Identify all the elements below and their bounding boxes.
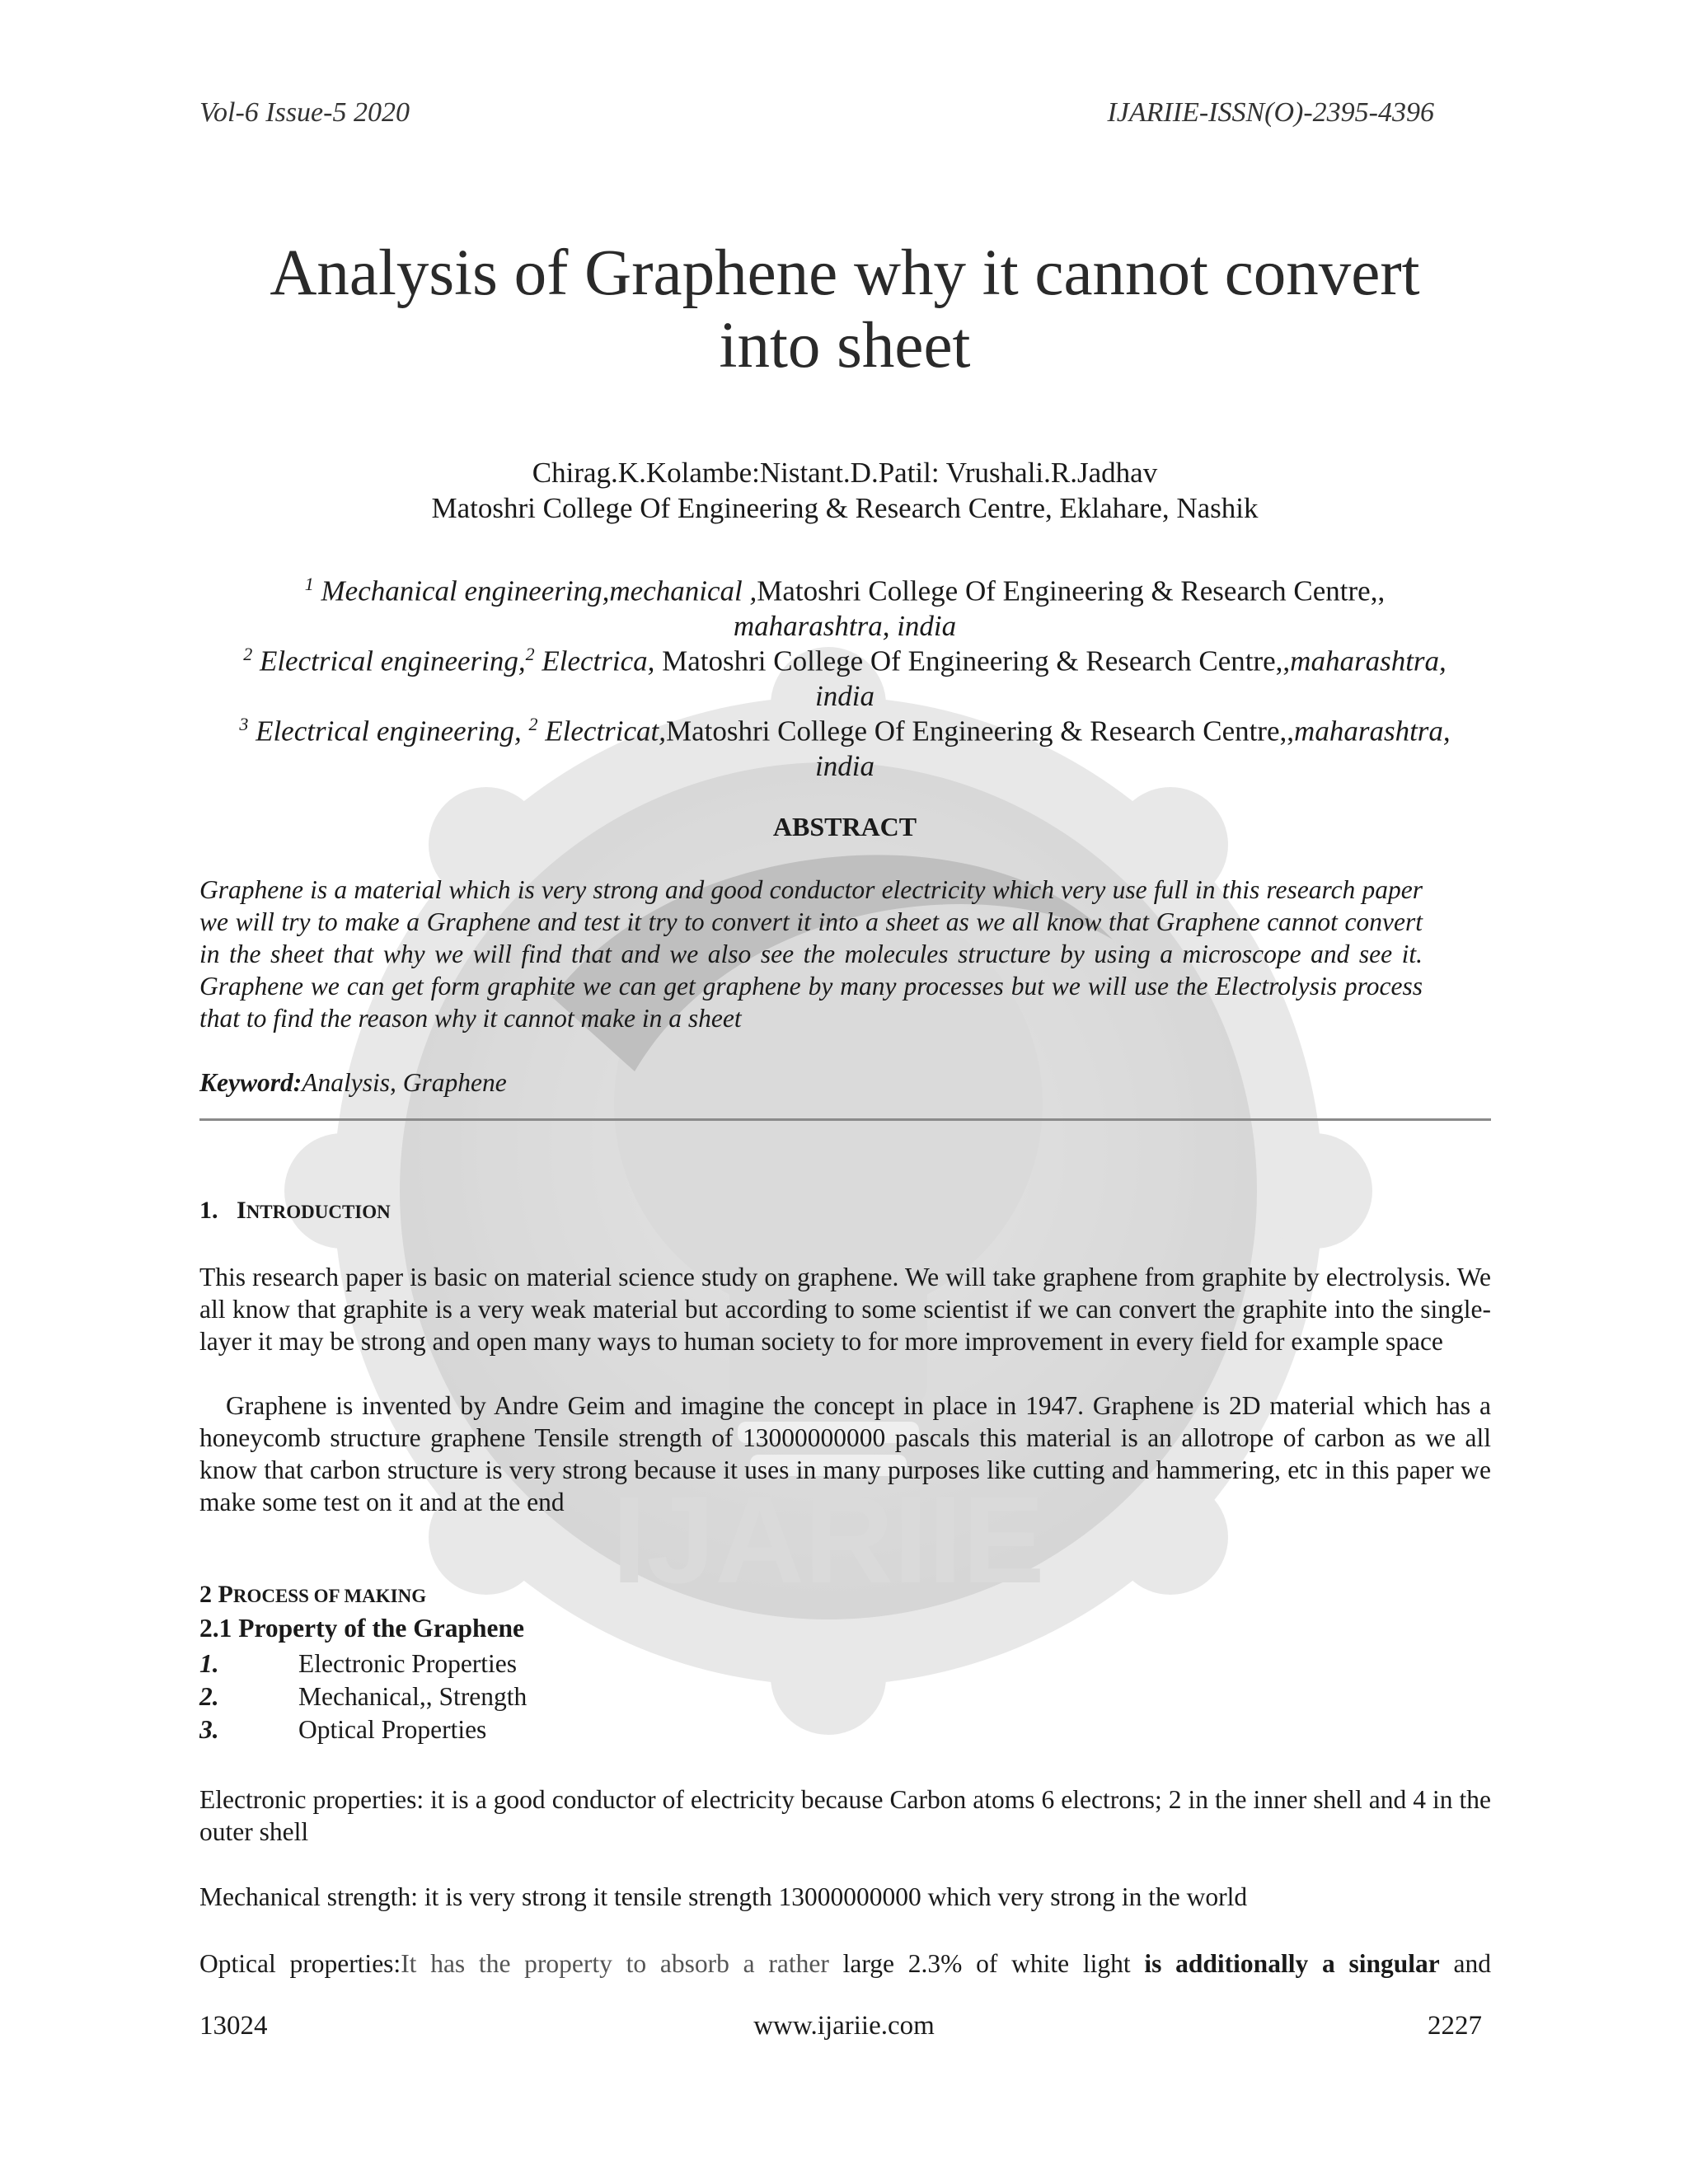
optical-text-a: It has the property to absorb a rather [401,1949,829,1978]
title-line-2: into sheet [719,310,971,382]
footer-paper-id: 13024 [199,2011,268,2041]
section-1-number: 1. [199,1197,218,1224]
section-divider [199,1118,1491,1121]
list-number-1: 1. [199,1649,219,1678]
optical-label: Optical properties: [199,1949,401,1978]
optical-properties-paragraph [199,1947,1491,1980]
abstract-heading: ABSTRACT [772,812,917,841]
affiliation-1 [198,567,1492,644]
affiliation-3-number: 3 [239,714,249,734]
section-1-heading [199,1197,391,1225]
ijariie-watermark-logo [280,643,1376,1739]
paper-title [198,237,1492,382]
keywords-label: Keyword: [199,1068,302,1097]
affiliation-3-location: india [815,749,874,782]
affiliation-2-dept-b: Electrica, [534,644,663,677]
intro-paragraph-1: This research paper is basic on material science study on graphene. We will take graphene from graphite by electrolysis. We all know that graphite is a very weak material but according to some scientist if we can convert the graphite into the single-layer it may be strong and open many ways to human society to for more improvement in every field for example space [199,1263,1491,1356]
keywords-text: Analysis, Graphene [302,1068,507,1097]
affiliation-2-location: india [815,679,874,712]
running-header-volume: Vol-6 Issue-5 2020 [199,97,410,128]
section-1-title: NTRODUCTION [246,1202,391,1222]
affiliation-1-dept: Mechanical engineering,mechanical , [313,574,757,607]
affiliation-1-location: maharashtra, india [733,609,957,642]
affiliation-3 [198,707,1492,784]
list-number-3: 3. [199,1715,219,1744]
list-item-2: Mechanical,, Strength [298,1682,528,1711]
affiliation-1-college: Matoshri College Of Engineering & Research Centre,, [757,574,1386,607]
title-line-1: Analysis of Graphene why it cannot convert [270,237,1420,309]
footer-page-number: 2227 [1428,2011,1482,2041]
abstract-text: Graphene is a material which is very strong and good conductor electricity which very use full in this research paper we will try to make a Graphene and test it try to convert it into a sheet as we all know that Graphene cannot convert in the sheet that why we will find that and we also see the molecules structure by using a microscope and see it. Graphene we can get form graphite we can get graphene by many processes but we will use the Electrolysis process that to find the reason why it cannot make in a sheet [199,875,1423,1033]
institution: Matoshri College Of Engineering & Research Centre, Eklahare, Nashik [431,492,1259,524]
footer-website: www.ijariie.com [753,2011,935,2041]
section-2-heading [199,1581,426,1609]
affiliation-2-college: Matoshri College Of Engineering & Research Centre,, [662,644,1291,677]
keywords [199,1068,507,1098]
affiliation-2-dept: Electrical engineering, [252,644,526,677]
section-1-initial: I [237,1197,246,1224]
affiliation-3-sup: 2 [528,714,538,734]
affiliation-1-number: 1 [304,574,314,594]
author-list: Chirag.K.Kolambe:Nistant.D.Patil: Vrushali.R.Jadhav [532,457,1158,489]
affiliation-3-state: maharashtra, [1294,715,1451,748]
running-header-issn: IJARIIE-ISSN(O)-2395-4396 [1107,97,1434,128]
optical-text-b: large 2.3% of white light [828,1949,1145,1978]
section-2-title: ROCESS OF MAKING [232,1586,427,1606]
watermark-lettering: IJARIIE [612,1470,1045,1609]
electronic-properties-paragraph: Electronic properties: it is a good conductor of electricity because Carbon atoms 6 electrons; 2 in the inner shell and 4 in the outer shell [199,1785,1491,1846]
subsection-2-1-heading: 2.1 Property of the Graphene [199,1614,524,1643]
section-2-initial: P [218,1581,233,1608]
list-item-1: Electronic Properties [298,1649,518,1678]
affiliation-3-dept-b: Electricat, [537,715,667,748]
mechanical-strength-paragraph: Mechanical strength: it is very strong it tensile strength 13000000000 which very strong in the world [199,1882,1248,1911]
affiliation-2 [198,637,1492,714]
affiliation-2-sup: 2 [525,644,535,664]
affiliation-2-state: maharashtra, [1290,644,1447,677]
affiliation-3-dept: Electrical engineering, [248,715,529,748]
optical-text-bold: is additionally a singular [1144,1949,1440,1978]
optical-text-end: and [1439,1949,1491,1978]
list-number-2: 2. [199,1682,219,1711]
list-item-3: Optical Properties [298,1715,487,1744]
intro-paragraph-2: Graphene is invented by Andre Geim and imagine the concept in place in 1947. Graphene is 2D material which has a honeycomb structure graphene Tensile strength of 13000000000 pascals this material is an allotrope of carbon as we all know that carbon structure is very strong because it uses in many purposes like cutting and hammering, etc in this paper we make some test on it and at the end [199,1391,1491,1516]
affiliation-2-number: 2 [243,644,253,664]
affiliation-3-college: Matoshri College Of Engineering & Research Centre,, [666,715,1295,748]
section-2-number: 2 [199,1581,212,1608]
